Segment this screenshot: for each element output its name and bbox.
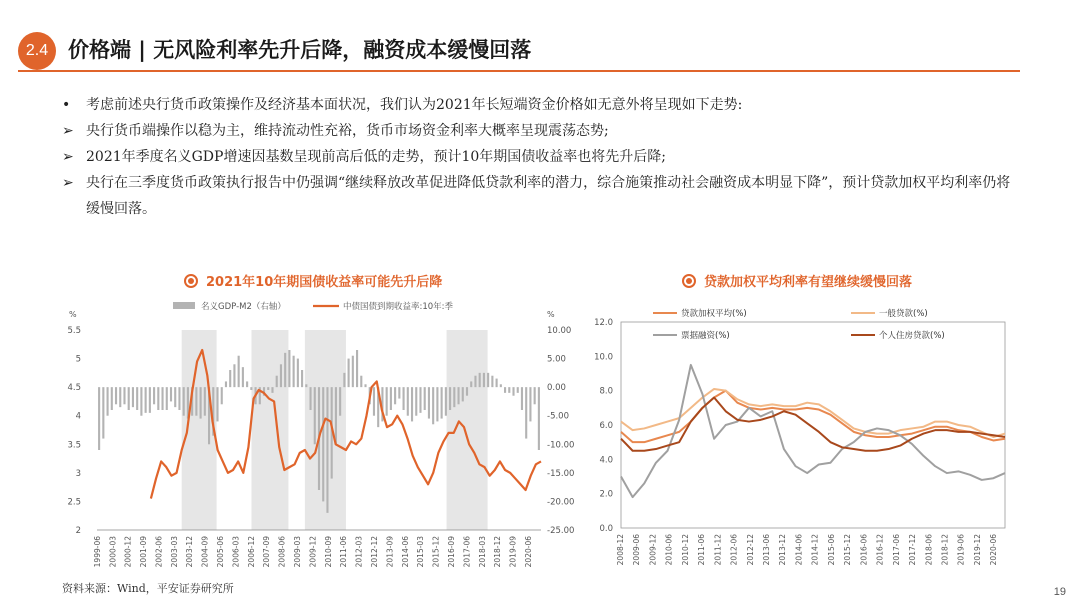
left-tick-label: 2 bbox=[75, 526, 81, 536]
section-badge: 2.4 bbox=[18, 32, 56, 70]
gdp-m2-bar bbox=[411, 387, 413, 421]
legend-label-bar: 名义GDP-M2（右轴） bbox=[201, 302, 286, 312]
gdp-m2-bar bbox=[250, 387, 252, 390]
left-tick-label: 5.5 bbox=[67, 326, 81, 336]
gdp-m2-bar bbox=[242, 367, 244, 387]
bullet-text: 2021年季度名义GDP增速因基数呈现前高后低的走势，预计10年期国债收益率也将先升后降; bbox=[86, 149, 666, 165]
gdp-m2-bar bbox=[390, 387, 392, 410]
left-tick-label: 4 bbox=[75, 411, 81, 422]
gdp-m2-bar bbox=[183, 387, 185, 416]
x-tick-label: 2015-03 bbox=[416, 536, 426, 568]
gdp-m2-bar bbox=[246, 381, 248, 387]
x-tick-label: 2020-06 bbox=[524, 536, 534, 568]
gdp-m2-bar bbox=[508, 387, 510, 393]
left-tick-label: 3.5 bbox=[67, 440, 81, 451]
gdp-m2-bar bbox=[98, 387, 100, 450]
x-tick-label: 2011-12 bbox=[713, 534, 723, 566]
x-tick-label: 2018-12 bbox=[940, 534, 950, 566]
rate-series-line bbox=[621, 391, 1005, 443]
y-tick-label: 8.0 bbox=[599, 386, 613, 397]
gdp-m2-bar bbox=[174, 387, 176, 407]
gdp-m2-bar bbox=[348, 359, 350, 388]
gdp-m2-bar bbox=[500, 384, 502, 387]
y-tick-label: 6.0 bbox=[599, 421, 613, 431]
x-tick-label: 2018-12 bbox=[493, 536, 503, 568]
right-tick-label: 0.00 bbox=[547, 383, 566, 394]
x-tick-label: 2009-03 bbox=[293, 536, 303, 568]
bullet-item bbox=[62, 170, 1022, 222]
gdp-m2-bar bbox=[115, 387, 117, 404]
right-tick-label: -15.00 bbox=[547, 468, 575, 479]
gdp-m2-bar bbox=[288, 350, 290, 387]
x-tick-label: 2011-06 bbox=[697, 534, 707, 566]
plot-frame bbox=[621, 322, 1005, 528]
gdp-m2-bar bbox=[470, 381, 472, 387]
gdp-m2-bar bbox=[314, 387, 316, 444]
x-tick-label: 2010-12 bbox=[680, 534, 690, 566]
gdp-m2-bar bbox=[280, 364, 282, 387]
gdp-m2-bar bbox=[403, 387, 405, 410]
x-tick-label: 2003-03 bbox=[169, 536, 179, 568]
x-tick-label: 2010-06 bbox=[664, 534, 674, 566]
gdp-m2-bar bbox=[157, 387, 159, 410]
gdp-m2-bar bbox=[360, 376, 362, 387]
x-tick-label: 2011-06 bbox=[339, 536, 349, 568]
gdp-m2-bar bbox=[225, 381, 227, 387]
left-tick-label: 3 bbox=[75, 468, 81, 479]
gdp-m2-bar bbox=[128, 387, 130, 410]
gdp-m2-bar bbox=[487, 373, 489, 387]
recession-shade bbox=[305, 330, 346, 530]
gdp-m2-bar bbox=[394, 387, 396, 404]
gdp-m2-bar bbox=[111, 387, 113, 410]
gdp-m2-bar bbox=[238, 356, 240, 387]
x-tick-label: 2002-06 bbox=[154, 536, 164, 568]
gdp-m2-bar bbox=[479, 373, 481, 387]
gdp-m2-bar bbox=[301, 370, 303, 387]
gdp-m2-bar bbox=[123, 387, 125, 404]
gdp-m2-bar bbox=[132, 387, 134, 407]
recession-shade bbox=[447, 330, 488, 530]
x-tick-label: 2016-06 bbox=[859, 534, 869, 566]
chart1-title-text: 2021年10年期国债收益率可能先升后降 bbox=[206, 275, 443, 290]
x-tick-label: 2017-06 bbox=[462, 536, 472, 568]
chart1-title bbox=[184, 271, 442, 290]
x-tick-label: 2000-03 bbox=[108, 536, 118, 568]
gdp-m2-bar bbox=[462, 387, 464, 401]
gdp-m2-bar bbox=[436, 387, 438, 421]
gdp-m2-bar bbox=[161, 387, 163, 410]
chart2-title-text: 贷款加权平均利率有望继续缓慢回落 bbox=[704, 275, 913, 290]
gdp-m2-bar bbox=[195, 387, 197, 416]
gdp-m2-bar bbox=[305, 384, 307, 387]
gdp-m2-bar bbox=[419, 387, 421, 413]
bullet-item bbox=[62, 144, 1022, 170]
x-tick-label: 2018-03 bbox=[477, 536, 487, 568]
y-tick-label: 10.0 bbox=[594, 352, 613, 363]
recession-shade bbox=[252, 330, 289, 530]
x-tick-label: 2003-12 bbox=[185, 536, 195, 568]
gdp-m2-bar bbox=[466, 387, 468, 396]
x-tick-label: 2000-12 bbox=[123, 536, 133, 568]
gdp-m2-bar bbox=[149, 387, 151, 413]
x-tick-label: 2009-12 bbox=[648, 534, 658, 566]
bullet-text: 央行货币端操作以稳为主，维持流动性充裕，货币市场资金利率大概率呈现震荡态势; bbox=[86, 123, 609, 139]
x-tick-label: 2004-09 bbox=[200, 536, 210, 568]
right-tick-label: 5.00 bbox=[547, 354, 566, 365]
gdp-m2-bar bbox=[483, 373, 485, 387]
bullet-text: 央行在三季度货币政策执行报告中仍强调“继续释放改革促进降低贷款利率的潜力，综合施策推动社会融资成本明显下降”，预计贷款加权平均利率仍将缓慢回落。 bbox=[86, 175, 1011, 217]
gdp-m2-bar bbox=[233, 364, 235, 387]
gdp-m2-bar bbox=[534, 387, 536, 404]
x-tick-label: 2006-12 bbox=[246, 536, 256, 568]
y-tick-label: 4.0 bbox=[599, 455, 613, 466]
right-tick-label: -25.00 bbox=[547, 526, 575, 536]
gdp-m2-bar bbox=[407, 387, 409, 416]
right-tick-label: 10.00 bbox=[547, 326, 572, 336]
gdp-m2-bar bbox=[415, 387, 417, 416]
gdp-m2-bar bbox=[136, 387, 138, 410]
gdp-m2-bar bbox=[276, 376, 278, 387]
x-tick-label: 2012-12 bbox=[745, 534, 755, 566]
x-tick-label: 2018-06 bbox=[924, 534, 934, 566]
legend-label: 贷款加权平均(%) bbox=[681, 309, 747, 319]
x-tick-label: 2016-12 bbox=[875, 534, 885, 566]
gdp-m2-bar bbox=[457, 387, 459, 404]
gdp-m2-bar bbox=[512, 387, 514, 396]
x-tick-label: 2014-06 bbox=[400, 536, 410, 568]
gdp-m2-bar bbox=[284, 353, 286, 387]
gdp-m2-bar bbox=[504, 387, 506, 393]
source-note: 资料来源：Wind，平安证券研究所 bbox=[62, 582, 234, 595]
gdp-m2-bar bbox=[267, 387, 269, 390]
legend-swatch-bar bbox=[173, 302, 195, 309]
gdp-m2-bar bbox=[343, 373, 345, 387]
left-tick-label: 4.5 bbox=[67, 383, 81, 394]
gdp-m2-bar bbox=[293, 356, 295, 387]
gdp-m2-bar bbox=[432, 387, 434, 424]
gdp-m2-bar bbox=[453, 387, 455, 407]
legend-label-line: 中债国债到期收益率:10年:季 bbox=[343, 302, 454, 312]
right-tick-label: -10.00 bbox=[547, 440, 575, 451]
gdp-m2-bar bbox=[445, 387, 447, 416]
right-axis-unit: % bbox=[547, 310, 555, 319]
right-tick-label: -20.00 bbox=[547, 497, 575, 508]
page-title: 价格端 | 无风险利率先升后降，融资成本缓慢回落 bbox=[68, 38, 532, 62]
left-tick-label: 5 bbox=[75, 354, 81, 365]
gdp-m2-bar bbox=[140, 387, 142, 416]
gdp-m2-bar bbox=[491, 376, 493, 387]
x-tick-label: 2019-09 bbox=[508, 536, 518, 568]
x-tick-label: 2010-09 bbox=[323, 536, 333, 568]
gdp-m2-bar bbox=[229, 370, 231, 387]
legend-label: 票据融资(%) bbox=[681, 331, 730, 341]
gdp-m2-bar bbox=[221, 387, 223, 404]
page-number: 19 bbox=[1053, 586, 1066, 598]
chart2-title bbox=[682, 271, 912, 290]
gdp-m2-bar bbox=[335, 387, 337, 444]
gdp-m2-bar bbox=[204, 387, 206, 416]
x-tick-label: 2013-09 bbox=[385, 536, 395, 568]
target-icon bbox=[184, 274, 198, 288]
x-tick-label: 2015-12 bbox=[843, 534, 853, 566]
y-tick-label: 12.0 bbox=[594, 318, 613, 328]
x-tick-label: 2012-12 bbox=[370, 536, 380, 568]
left-axis-unit: % bbox=[69, 310, 77, 319]
left-tick-label: 2.5 bbox=[67, 497, 81, 508]
x-tick-label: 2020-06 bbox=[989, 534, 999, 566]
gdp-m2-bar bbox=[424, 387, 426, 410]
x-tick-label: 2013-06 bbox=[762, 534, 772, 566]
gdp-m2-bar bbox=[474, 376, 476, 387]
legend-label: 一般贷款(%) bbox=[879, 309, 928, 319]
x-tick-label: 2019-06 bbox=[956, 534, 966, 566]
gdp-m2-bar bbox=[449, 387, 451, 410]
title-divider bbox=[18, 70, 1020, 72]
x-tick-label: 2015-12 bbox=[431, 536, 441, 568]
gdp-m2-bar bbox=[356, 350, 358, 387]
gdp-m2-bar bbox=[352, 356, 354, 387]
x-tick-label: 2008-12 bbox=[615, 534, 625, 566]
gdp-m2-bar bbox=[271, 387, 273, 393]
gdp-m2-bar bbox=[216, 387, 218, 421]
gdp-m2-bar bbox=[297, 359, 299, 388]
gdp-m2-bar bbox=[398, 387, 400, 398]
x-tick-label: 2012-06 bbox=[729, 534, 739, 566]
x-tick-label: 2013-12 bbox=[778, 534, 788, 566]
gdp-m2-bar bbox=[170, 387, 172, 401]
gdp-m2-bar bbox=[373, 387, 375, 416]
x-tick-label: 2008-06 bbox=[277, 536, 287, 568]
x-tick-label: 2019-12 bbox=[972, 534, 982, 566]
bullet-text: 考虑前述央行货币政策操作及经济基本面状况，我们认为2021年长短端资金价格如无意外将呈现如下走势: bbox=[86, 97, 743, 113]
gdp-m2-bar bbox=[441, 387, 443, 418]
gdp-m2-bar bbox=[326, 387, 328, 513]
x-tick-label: 2005-06 bbox=[216, 536, 226, 568]
gdp-m2-bar bbox=[529, 387, 531, 421]
y-tick-label: 0.0 bbox=[599, 524, 613, 534]
gdp-m2-bar bbox=[521, 387, 523, 410]
gdp-m2-bar bbox=[200, 387, 202, 418]
gdp-m2-bar bbox=[496, 379, 498, 388]
gdp-m2-bar bbox=[119, 387, 121, 407]
gdp-m2-bar bbox=[364, 384, 366, 387]
gdp-m2-bar bbox=[309, 387, 311, 410]
x-tick-label: 2009-06 bbox=[632, 534, 642, 566]
x-tick-label: 2001-09 bbox=[139, 536, 149, 568]
gdp-m2-bar bbox=[517, 387, 519, 393]
gdp-m2-bar bbox=[145, 387, 147, 413]
x-tick-label: 2006-03 bbox=[231, 536, 241, 568]
gdp-m2-bar bbox=[428, 387, 430, 418]
y-tick-label: 2.0 bbox=[599, 489, 613, 500]
x-tick-label: 1999-06 bbox=[92, 536, 102, 568]
gdp-m2-bar bbox=[178, 387, 180, 410]
x-tick-label: 2014-12 bbox=[810, 534, 820, 566]
bullet-marker: • bbox=[62, 97, 71, 113]
x-tick-label: 2017-06 bbox=[891, 534, 901, 566]
arrow-marker: ➢ bbox=[62, 149, 74, 165]
chart2 bbox=[585, 290, 1025, 580]
arrow-marker: ➢ bbox=[62, 123, 74, 139]
gdp-m2-bar bbox=[153, 387, 155, 404]
x-tick-label: 2017-12 bbox=[908, 534, 918, 566]
x-tick-label: 2016-09 bbox=[447, 536, 457, 568]
gdp-m2-bar bbox=[322, 387, 324, 501]
x-tick-label: 2007-09 bbox=[262, 536, 272, 568]
gdp-m2-bar bbox=[107, 387, 109, 416]
bullet-item bbox=[62, 118, 1022, 144]
legend-label: 个人住房贷款(%) bbox=[879, 331, 945, 341]
gdp-m2-bar bbox=[386, 387, 388, 416]
gdp-m2-bar bbox=[339, 387, 341, 416]
target-icon bbox=[682, 274, 696, 288]
right-tick-label: -5.00 bbox=[547, 411, 569, 422]
arrow-marker: ➢ bbox=[62, 175, 74, 191]
x-tick-label: 2014-06 bbox=[794, 534, 804, 566]
x-tick-label: 2012-03 bbox=[354, 536, 364, 568]
bullet-item bbox=[62, 92, 1022, 118]
bullet-list bbox=[62, 92, 1022, 222]
x-tick-label: 2015-06 bbox=[826, 534, 836, 566]
chart1 bbox=[55, 290, 585, 580]
gdp-m2-bar bbox=[102, 387, 104, 438]
gdp-m2-bar bbox=[525, 387, 527, 438]
gdp-m2-bar bbox=[166, 387, 168, 410]
gdp-m2-bar bbox=[538, 387, 540, 450]
x-tick-label: 2009-12 bbox=[308, 536, 318, 568]
